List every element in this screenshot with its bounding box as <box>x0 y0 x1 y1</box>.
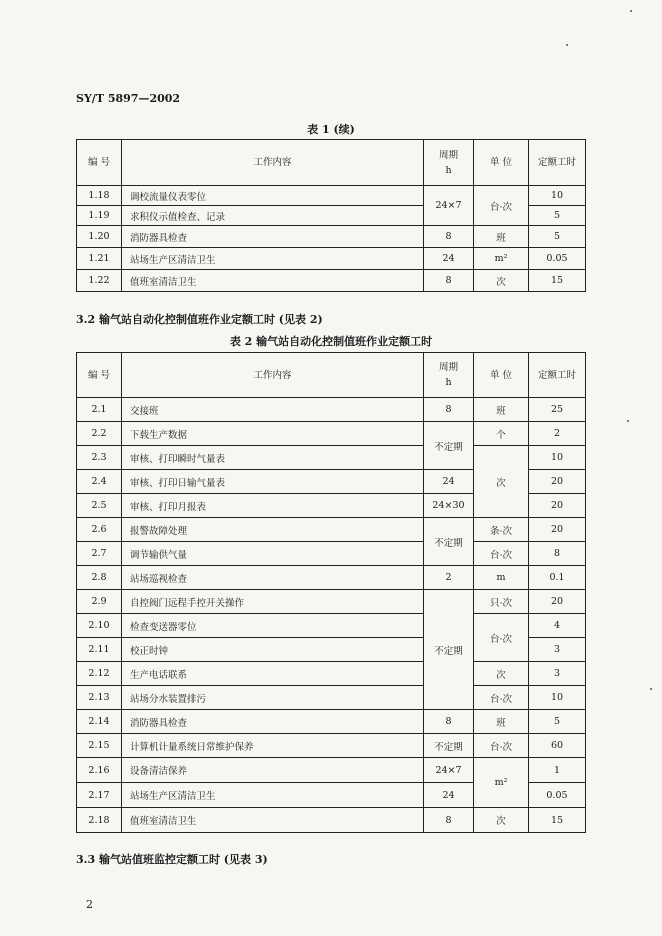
cell-no: 2.1 <box>77 398 122 422</box>
cell-content: 站场分水装置排污 <box>122 686 424 710</box>
cell-unit: 班 <box>474 710 529 734</box>
table1-caption: 表 1 (续) <box>307 123 355 136</box>
cell-no: 2.9 <box>77 590 122 614</box>
table-row <box>77 662 586 686</box>
col-unit-header: 单 位 <box>474 140 529 186</box>
cell-unit: 班 <box>474 398 529 422</box>
cell-content: 值班室清洁卫生 <box>122 270 424 292</box>
cell-hours: 20 <box>529 470 586 494</box>
cell-content: 自控阀门远程手控开关操作 <box>122 590 424 614</box>
cell-hours: 5 <box>529 226 586 248</box>
cell-hours: 15 <box>529 808 586 833</box>
cell-content: 校正时钟 <box>122 638 424 662</box>
cell-content: 报警故障处理 <box>122 518 424 542</box>
cell-no: 2.18 <box>77 808 122 833</box>
table-row <box>77 686 586 710</box>
cell-no: 2.10 <box>77 614 122 638</box>
cell-hours: 3 <box>529 638 586 662</box>
cell-hours: 20 <box>529 494 586 518</box>
table-row <box>77 248 586 270</box>
table1 <box>76 139 586 292</box>
cell-unit: 只·次 <box>474 590 529 614</box>
cell-no: 2.17 <box>77 783 122 808</box>
cell-period: 24 <box>424 248 474 270</box>
table-row <box>77 270 586 292</box>
cell-hours: 10 <box>529 686 586 710</box>
cell-content: 检查变送器零位 <box>122 614 424 638</box>
table-row <box>77 808 586 833</box>
cell-period: 24 <box>424 470 474 494</box>
cell-hours: 4 <box>529 614 586 638</box>
cell-content: 站场巡视检查 <box>122 566 424 590</box>
col-no-header: 编 号 <box>77 140 122 186</box>
scan-speck <box>630 10 632 12</box>
table-row <box>77 186 586 206</box>
cell-no: 2.7 <box>77 542 122 566</box>
cell-hours: 20 <box>529 518 586 542</box>
cell-unit: 台·次 <box>474 542 529 566</box>
cell-hours: 0.05 <box>529 783 586 808</box>
cell-content: 审核、打印月报表 <box>122 494 424 518</box>
table-row <box>77 710 586 734</box>
col-period-unit: h <box>445 164 452 176</box>
cell-period: 24×7 <box>424 758 474 783</box>
cell-content: 求积仪示值检查、记录 <box>122 206 424 226</box>
table-row <box>77 446 586 470</box>
col-unit-header: 单 位 <box>474 353 529 398</box>
col-period-header <box>424 140 474 186</box>
cell-content: 消防器具检查 <box>122 710 424 734</box>
cell-unit: 次 <box>474 662 529 686</box>
scan-speck <box>566 44 568 46</box>
cell-period: 不定期 <box>424 518 474 566</box>
cell-hours: 8 <box>529 542 586 566</box>
table2-caption: 表 2 输气站自动化控制值班作业定额工时 <box>229 335 433 348</box>
cell-unit: 台·次 <box>474 186 529 226</box>
cell-hours: 10 <box>529 186 586 206</box>
cell-unit: 次 <box>474 446 529 518</box>
cell-unit: m² <box>474 248 529 270</box>
cell-period: 不定期 <box>424 590 474 710</box>
standard-number: SY/T 5897—2002 <box>76 92 181 105</box>
cell-hours: 2 <box>529 422 586 446</box>
table-row <box>77 614 586 638</box>
cell-period: 8 <box>424 226 474 248</box>
table-row <box>77 398 586 422</box>
cell-no: 2.3 <box>77 446 122 470</box>
cell-hours: 15 <box>529 270 586 292</box>
section-3-2-heading: 3.2 输气站自动化控制值班作业定额工时 (见表 2) <box>76 313 323 326</box>
cell-hours: 60 <box>529 734 586 758</box>
cell-content: 设备清洁保养 <box>122 758 424 783</box>
cell-period: 8 <box>424 270 474 292</box>
cell-period: 8 <box>424 808 474 833</box>
cell-unit: 次 <box>474 270 529 292</box>
table-row <box>77 422 586 446</box>
scan-speck <box>650 688 652 690</box>
cell-no: 2.5 <box>77 494 122 518</box>
cell-hours: 5 <box>529 710 586 734</box>
col-hours-header: 定额工时 <box>529 140 586 186</box>
section-3-3-heading: 3.3 输气站值班监控定额工时 (见表 3) <box>76 853 268 866</box>
cell-unit: 台·次 <box>474 686 529 710</box>
cell-content: 生产电话联系 <box>122 662 424 686</box>
cell-content: 审核、打印瞬时气量表 <box>122 446 424 470</box>
cell-no: 2.6 <box>77 518 122 542</box>
cell-hours: 5 <box>529 206 586 226</box>
table-row <box>77 518 586 542</box>
cell-no: 2.12 <box>77 662 122 686</box>
cell-content: 调校流量仪表零位 <box>122 186 424 206</box>
cell-content: 计算机计量系统日常维护保养 <box>122 734 424 758</box>
cell-content: 消防器具检查 <box>122 226 424 248</box>
cell-unit: 台·次 <box>474 614 529 662</box>
cell-no: 2.8 <box>77 566 122 590</box>
cell-hours: 20 <box>529 590 586 614</box>
cell-period: 24×30 <box>424 494 474 518</box>
cell-period: 8 <box>424 710 474 734</box>
cell-no: 1.21 <box>77 248 122 270</box>
cell-unit: 班 <box>474 226 529 248</box>
table-row <box>77 734 586 758</box>
cell-no: 2.14 <box>77 710 122 734</box>
cell-hours: 0.1 <box>529 566 586 590</box>
cell-content: 下载生产数据 <box>122 422 424 446</box>
cell-content: 交接班 <box>122 398 424 422</box>
cell-no: 2.15 <box>77 734 122 758</box>
table-row <box>77 566 586 590</box>
cell-no: 2.4 <box>77 470 122 494</box>
cell-hours: 10 <box>529 446 586 470</box>
cell-no: 1.20 <box>77 226 122 248</box>
col-period-unit: h <box>445 377 452 388</box>
cell-no: 2.16 <box>77 758 122 783</box>
table-row <box>77 226 586 248</box>
cell-unit: m <box>474 566 529 590</box>
col-hours-header: 定额工时 <box>529 353 586 398</box>
table-row <box>77 758 586 783</box>
cell-unit: 个 <box>474 422 529 446</box>
cell-period: 8 <box>424 398 474 422</box>
table-row <box>77 590 586 614</box>
cell-period: 不定期 <box>424 734 474 758</box>
page-number: 2 <box>86 898 93 911</box>
cell-unit: 次 <box>474 808 529 833</box>
cell-content: 调节输供气量 <box>122 542 424 566</box>
col-no-header: 编 号 <box>77 353 122 398</box>
cell-period: 2 <box>424 566 474 590</box>
cell-content: 站场生产区清洁卫生 <box>122 248 424 270</box>
cell-no: 2.2 <box>77 422 122 446</box>
cell-no: 2.11 <box>77 638 122 662</box>
table1-header-row <box>77 140 586 186</box>
cell-no: 1.19 <box>77 206 122 226</box>
cell-hours: 1 <box>529 758 586 783</box>
col-content-header: 工作内容 <box>122 353 424 398</box>
cell-period: 不定期 <box>424 422 474 470</box>
col-content-header: 工作内容 <box>122 140 424 186</box>
cell-unit: m² <box>474 758 529 808</box>
table-row <box>77 542 586 566</box>
cell-no: 1.22 <box>77 270 122 292</box>
cell-hours: 25 <box>529 398 586 422</box>
table2-header-row <box>77 353 586 398</box>
col-period-label: 周期 <box>438 149 458 161</box>
cell-content: 值班室清洁卫生 <box>122 808 424 833</box>
cell-content: 审核、打印日输气量表 <box>122 470 424 494</box>
cell-no: 1.18 <box>77 186 122 206</box>
cell-hours: 0.05 <box>529 248 586 270</box>
col-period-header <box>424 353 474 398</box>
cell-no: 2.13 <box>77 686 122 710</box>
table2 <box>76 352 586 833</box>
cell-period: 24×7 <box>424 186 474 226</box>
cell-unit: 条·次 <box>474 518 529 542</box>
cell-period: 24 <box>424 783 474 808</box>
cell-content: 站场生产区清洁卫生 <box>122 783 424 808</box>
cell-hours: 3 <box>529 662 586 686</box>
col-period-label: 周期 <box>438 362 458 373</box>
scan-speck <box>627 420 629 422</box>
cell-unit: 台·次 <box>474 734 529 758</box>
